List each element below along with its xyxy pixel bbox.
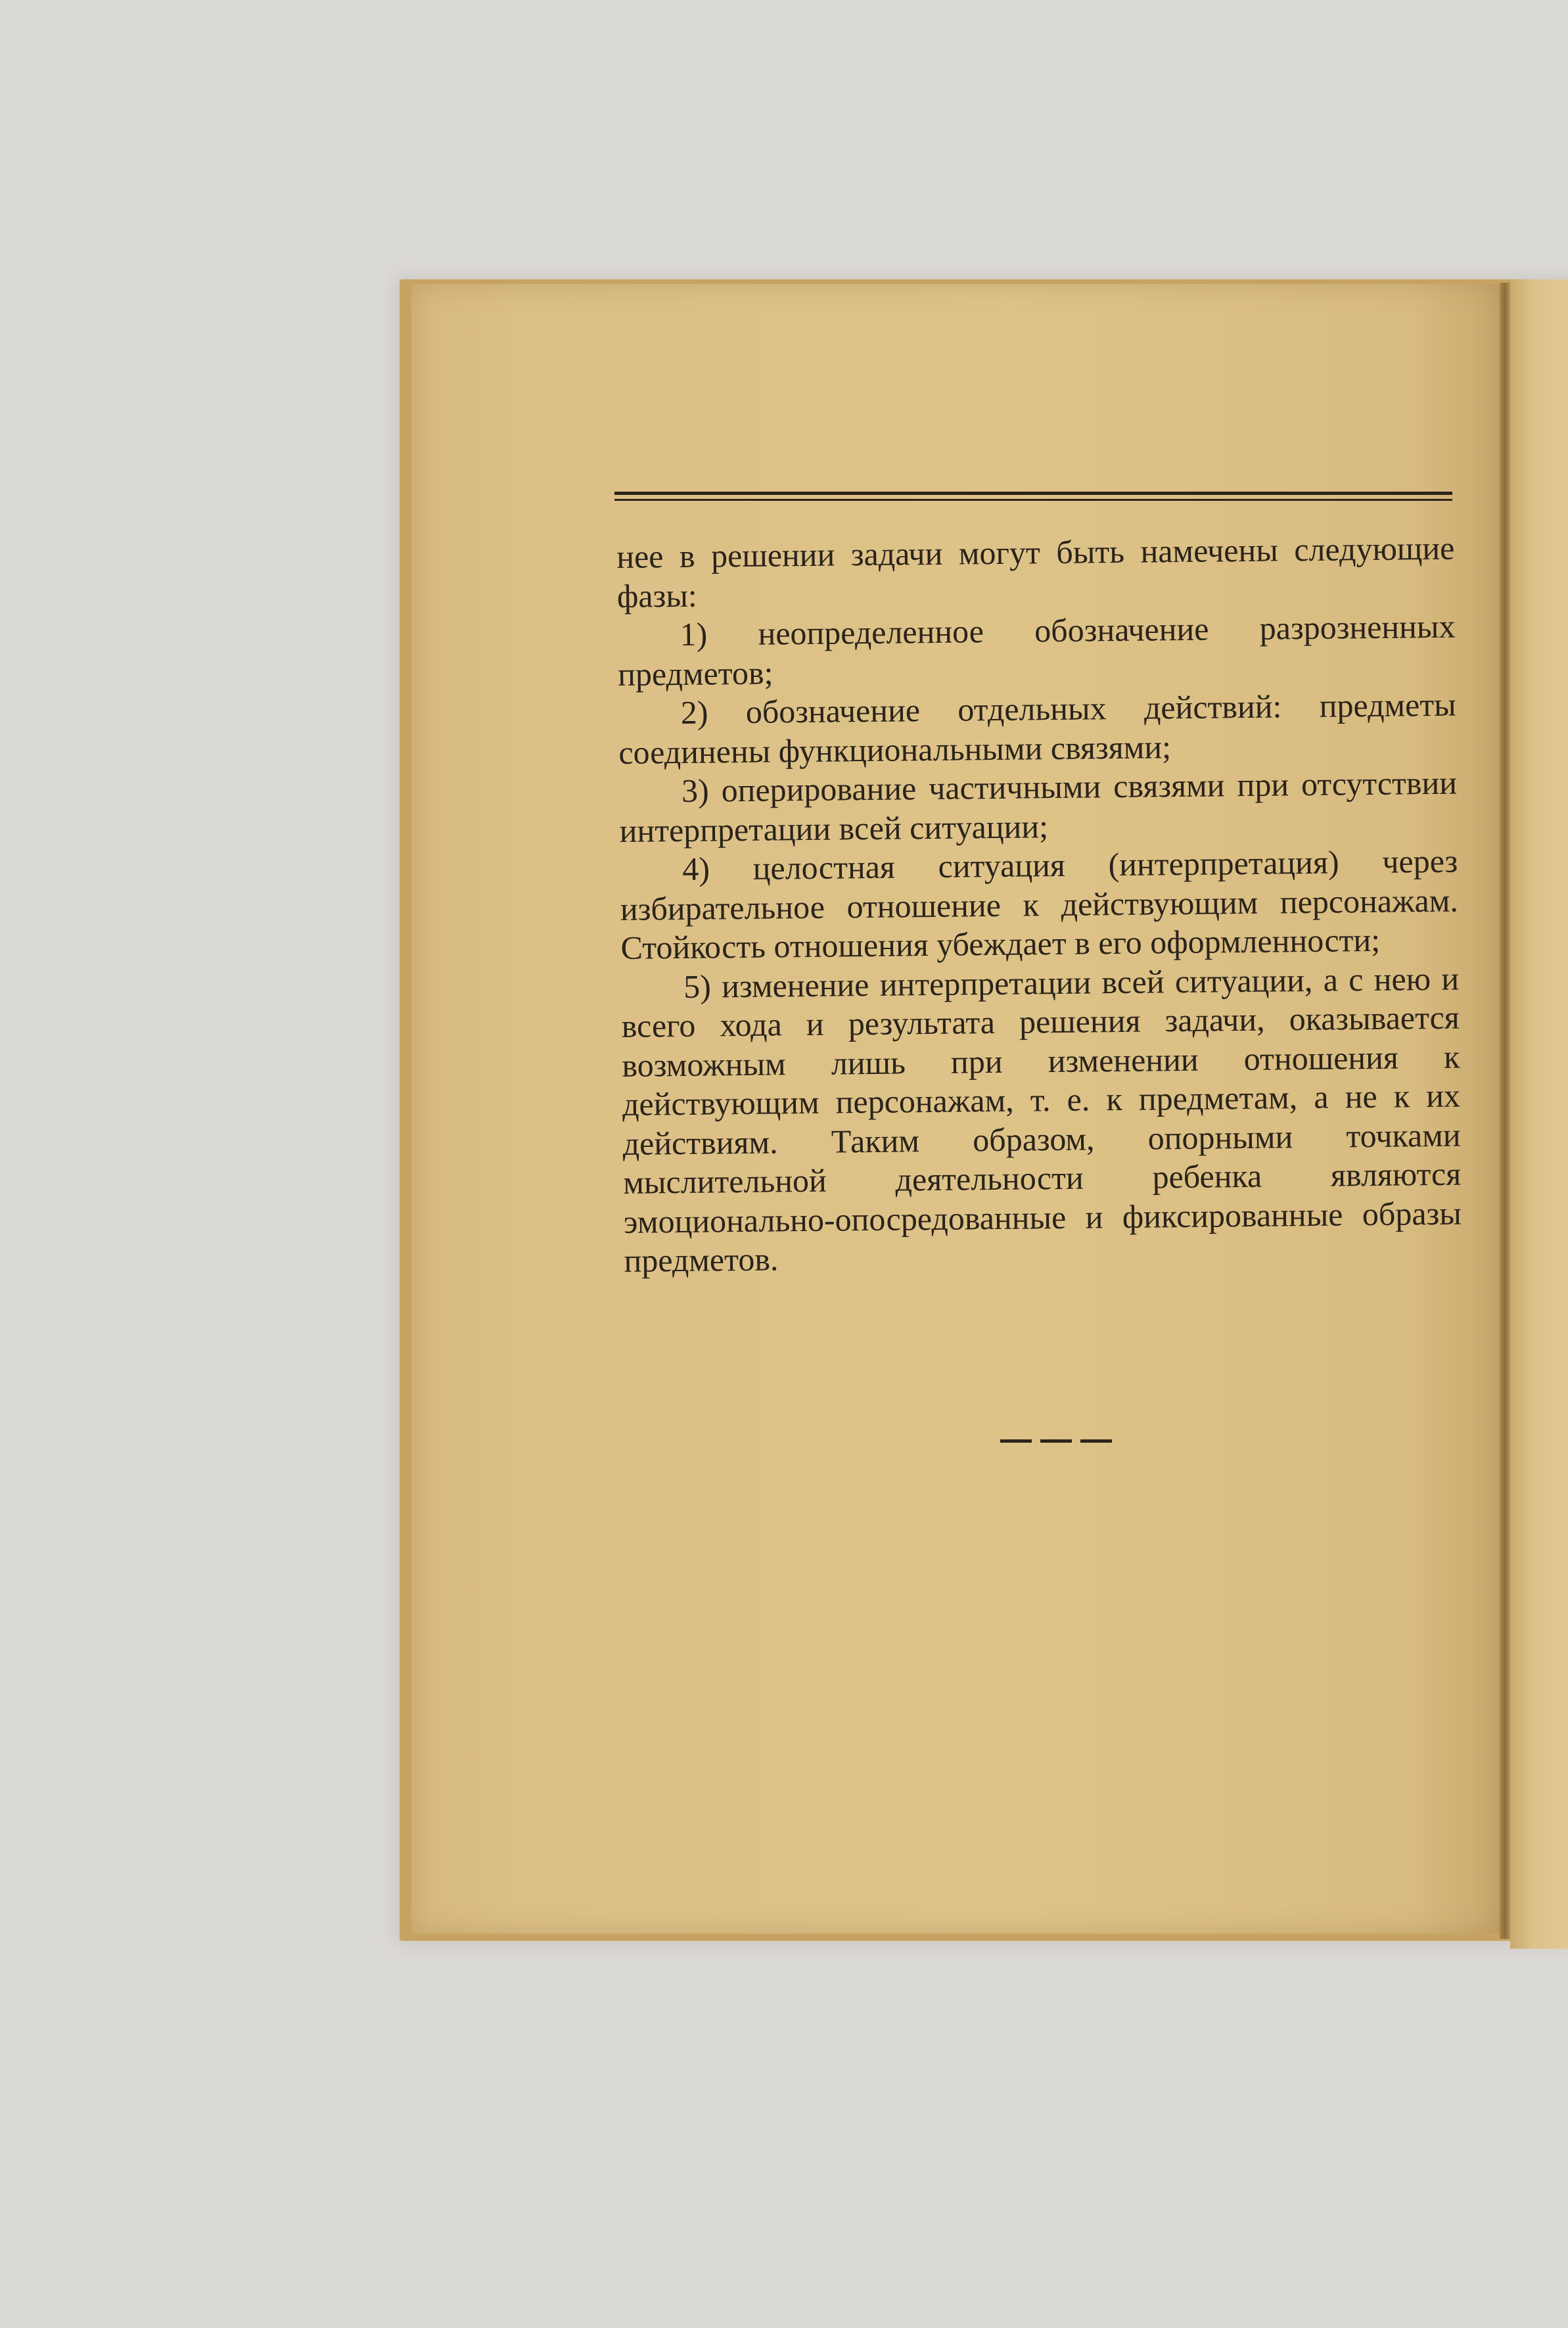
header-rule-thick	[614, 492, 1452, 495]
phase-item-1: 1) неопределенное обозначение разрозненных предметов;	[617, 607, 1456, 693]
book-page-right-edge	[1510, 279, 1568, 1949]
header-rule-thin	[614, 499, 1452, 501]
phase-item-5: 5) изменение интерпретации всей ситуации, а с нею и всего хода и результата решения задачи, оказывается возможным лишь при изменении отношения к действующим персонажам, т. е. к предметам, а не к их действиям. Таким образом, опорными точками мыслительной деятельности ребенка являются эмоционально-опосредованные и фиксированные образы предметов.	[621, 960, 1462, 1279]
phase-item-4: 4) целостная ситуация (интерпретация) через избирательное отношение к действующим персонажам. Стойкость отношения убеждает в его оформленности;	[620, 842, 1459, 966]
end-ornament-rule	[1000, 1439, 1112, 1443]
phase-item-2: 2) обозначение отдельных действий: предметы соединены функциональными связями;	[618, 686, 1457, 771]
end-rule-dash	[1000, 1439, 1032, 1443]
book-spine	[1500, 283, 1510, 1939]
body-text	[616, 529, 1462, 1281]
end-rule-dash	[1080, 1439, 1112, 1443]
paragraph-continuation: нее в решении задачи могут быть намечены следующие фазы:	[616, 529, 1455, 615]
phase-item-3: 3) оперирование частичными связями при отсутствии интерпретации всей ситуации;	[619, 764, 1458, 849]
end-rule-dash	[1040, 1439, 1072, 1443]
header-double-rule	[614, 490, 1452, 504]
